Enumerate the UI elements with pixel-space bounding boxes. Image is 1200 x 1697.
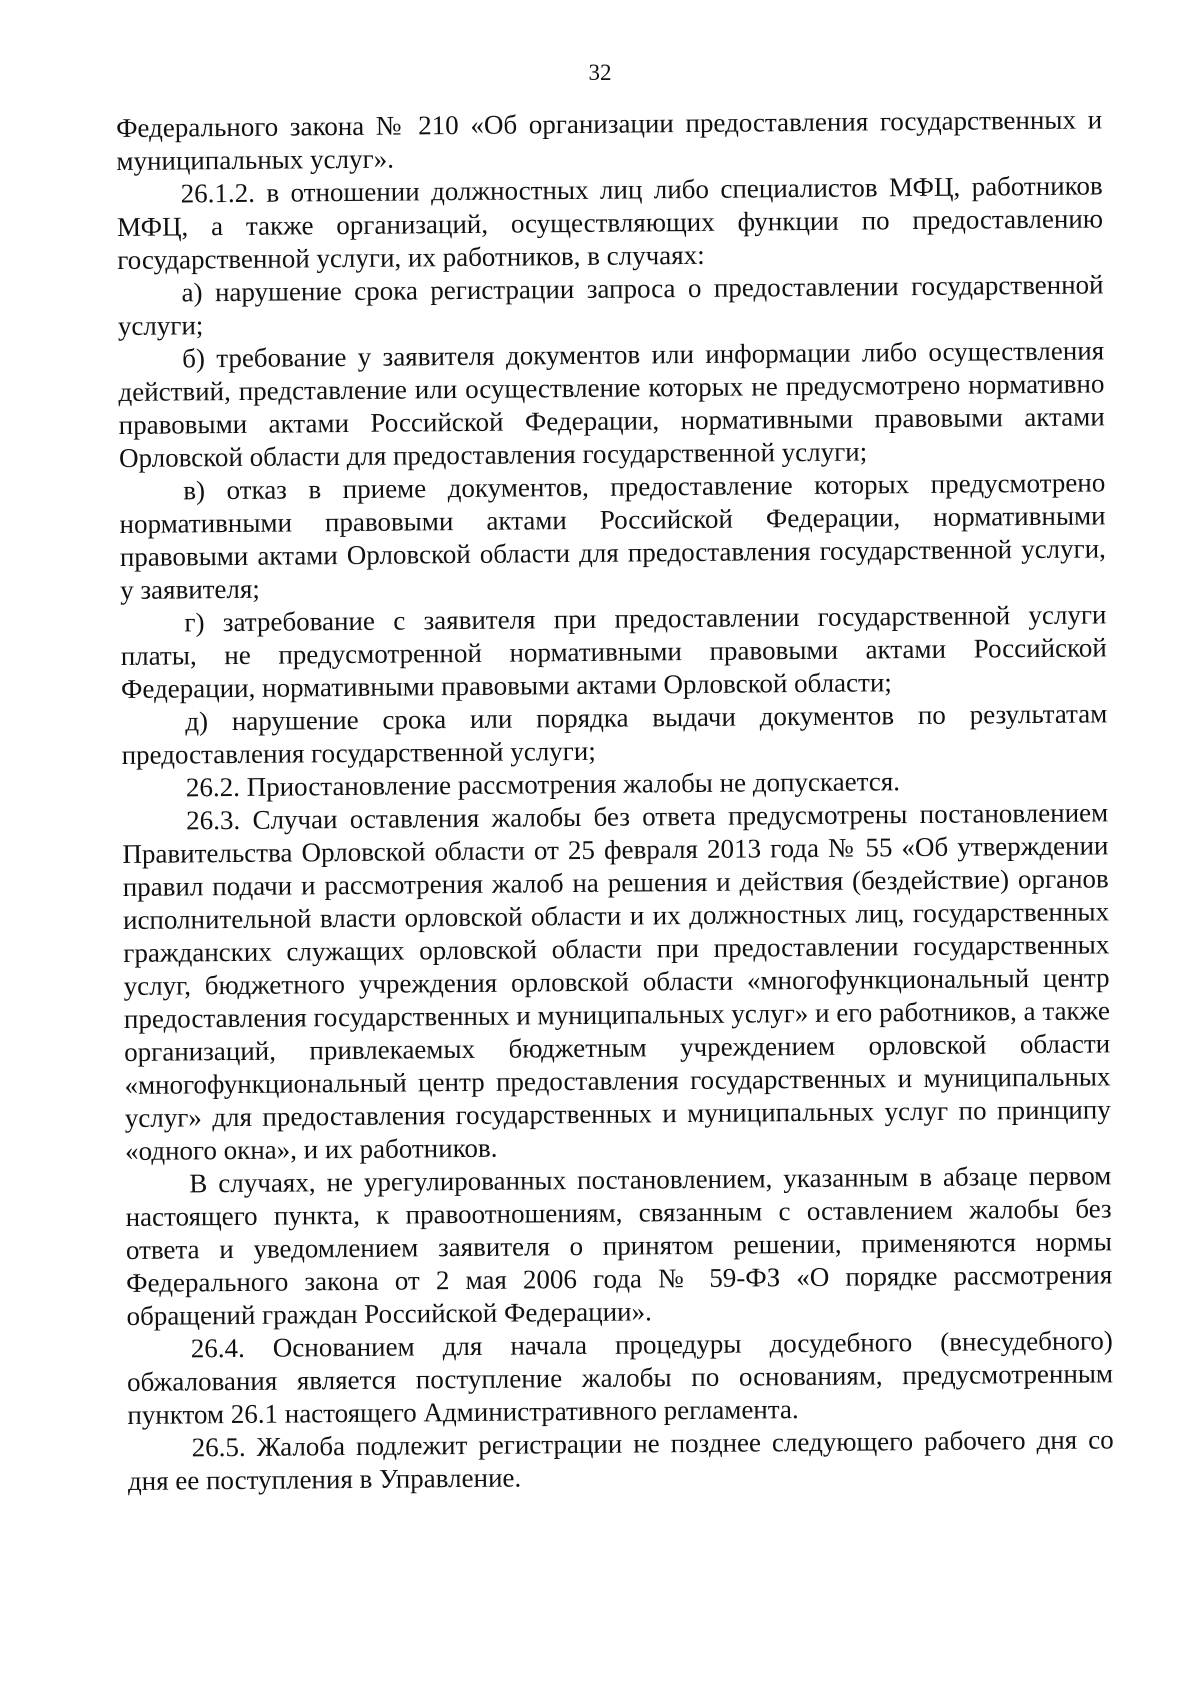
- paragraph-26-3: 26.3. Случаи оставления жалобы без ответа предусмотрены постановлением Правительства Орловской области от 25 февраля 2013 года № 55 «Об утверждении правил подачи и рассмотрения жалоб на решения и действия (бездействие) органов исполнительной власти орловской области и их должностных лиц, государственных гражданских служащих орловской области при предоставлении государственных услуг, бюджетного учреждения орловской области «многофункциональный центр предоставления государственных и муниципальных услуг» и его работников, а также организаций, привлекаемых бюджетным учреждением орловской области «многофункциональный центр предоставления государственных и муниципальных услуг» для предоставления государственных и муниципальных услуг по принципу «одного окна», и их работников.: [122, 797, 1111, 1166]
- paragraph-item-d: д) нарушение срока или порядка выдачи документов по результатам предоставления государственной услуги;: [121, 698, 1108, 770]
- paragraph-continuation: Федерального закона № 210 «Об организации предоставления государственных и муниципальных услуг».: [116, 104, 1103, 176]
- paragraph-item-g: г) затребование с заявителя при предоставлении государственной услуги платы, не предусмотренной нормативными правовыми актами Российской Федерации, нормативными правовыми актами Орловской области;: [120, 599, 1107, 704]
- page-number: 32: [588, 60, 612, 85]
- paragraph-item-a: а) нарушение срока регистрации запроса о предоставлении государственной услуги;: [117, 269, 1104, 341]
- paragraph-26-4: 26.4. Основанием для начала процедуры досудебного (внесудебного) обжалования является поступление жалобы по основаниям, предусмотренным пунктом 26.1 настоящего Административного регламента.: [126, 1325, 1114, 1430]
- paragraph-26-3-second: В случаях, не урегулированных постановлением, указанным в абзаце первом настоящего пункта, к правоотношениям, связанным с оставлением жалобы без ответа и уведомлением заявителя о принятом решении, применяются нормы Федерального закона от 2 мая 2006 года № 59-ФЗ «О порядке рассмотрения обращений граждан Российской Федерации».: [125, 1160, 1113, 1331]
- paragraph-item-b: б) требование у заявителя документов или информации либо осуществления действий, представление или осуществление которых не предусмотрено нормативно правовыми актами Российской Федерации, нормативными правовыми актами Орловской области для предоставления государственной услуги;: [118, 335, 1105, 473]
- document-body: [116, 103, 1114, 1498]
- paragraph-26-1-2: 26.1.2. в отношении должностных лиц либо специалистов МФЦ, работников МФЦ, а также организаций, осуществляющих функции по предоставлению государственной услуги, их работников, в случаях:: [116, 170, 1104, 275]
- paragraph-26-5: 26.5. Жалоба подлежит регистрации не позднее следующего рабочего дня со дня ее поступления в Управление.: [127, 1424, 1114, 1496]
- paragraph-26-2: 26.2. Приостановление рассмотрения жалобы не допускается.: [185, 766, 901, 803]
- paragraph-item-v: в) отказ в приеме документов, предоставление которых предусмотрено нормативными правовыми актами Российской Федерации, нормативными правовыми актами Орловской области для предоставления государственной услуги, у заявителя;: [119, 467, 1106, 605]
